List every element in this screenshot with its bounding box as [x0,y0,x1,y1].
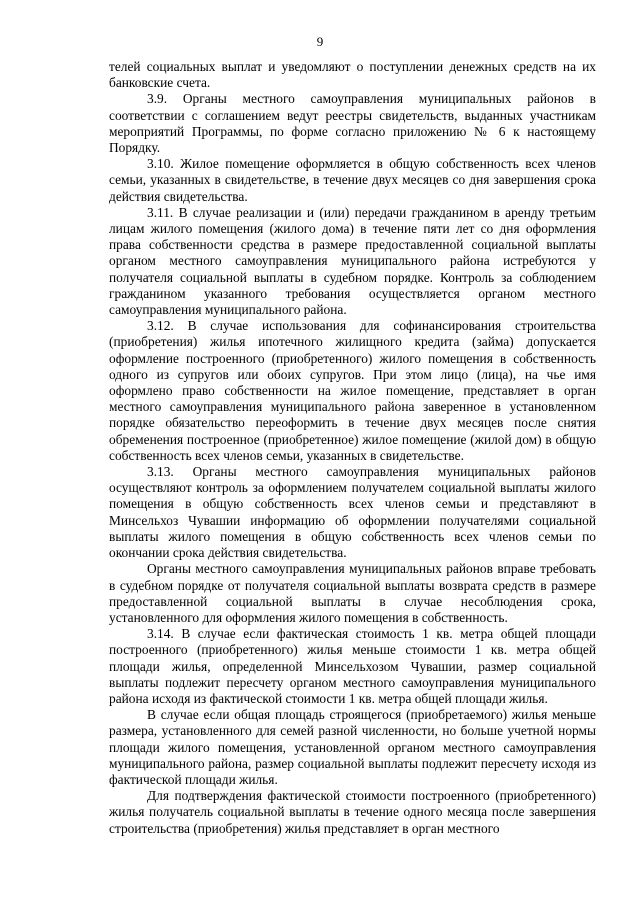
paragraph-3-14: 3.14. В случае если фактическая стоимость 1 кв. метра общей площади построенного (приобретенного) жилья меньше стоимости 1 кв. метра общей площади жилья, определенной Минсельхозом Чувашии, размер социальной выплаты подлежит пересчету органом местного самоуправления муниципального района исходя из фактической стоимости 1 кв. метра общей площади жилья. [109,626,596,706]
page-number: 9 [316,34,324,49]
paragraph-3-13: 3.13. Органы местного самоуправления муниципальных районов осуществляют контроль за оформлением получателем социальной выплаты жилого помещения в общую собственность всех членов семьи и представляют в Минсельхоз Чувашии информацию об оформлении получателями социальной выплаты жилого помещения в общую собственность всех членов семьи по окончании срока действия свидетельства. [109,464,596,561]
paragraph-3-9: 3.9. Органы местного самоуправления муниципальных районов в соответствии с соглашением ведут реестры свидетельств, выданных участникам мероприятий Программы, по форме согласно приложению № 6 к настоящему Порядку. [109,91,596,156]
paragraph-3-13-court: Органы местного самоуправления муниципальных районов вправе требовать в судебном порядке от получателя социальной выплаты возврата средств в размере предоставленной социальной выплаты в случае несоблюдения срока, установленного для оформления жилого помещения в собственность. [109,561,596,625]
paragraph-continuation: телей социальных выплат и уведомляют о поступлении денежных средств на их банковские счета. [109,59,596,91]
paragraph-3-11: 3.11. В случае реализации и (или) передачи гражданином в аренду третьим лицам жилого помещения (жилого дома) в течение пяти лет со дня оформления права собственности средства в размере предоставленной социальной выплаты органом местного самоуправления муниципального района истребуются у получателя социальной выплаты в судебном порядке. Контроль за соблюдением гражданином указанного требования осуществляется органом местного самоуправления муниципального района. [109,204,596,318]
paragraph-3-14-confirmation: Для подтверждения фактической стоимости построенного (приобретенного) жилья получатель социальной выплаты в течение одного месяца после завершения строительства (приобретения) жилья представляет в орган местного [109,788,596,836]
paragraph-3-10: 3.10. Жилое помещение оформляется в общую собственность всех членов семьи, указанных в свидетельстве, в течение двух месяцев со дня завершения срока действия свидетельства. [109,156,596,204]
document-body [109,59,596,837]
paragraph-3-12: 3.12. В случае использования для софинансирования строительства (приобретения) жилья ипотечного жилищного кредита (займа) допускается оформление построенного (приобретенного) жилого помещения в собственность одного из супругов или обоих супругов. При этом лицо (лица), на чье имя оформлено право собственности на жилое помещение, представляет в орган местного самоуправления муниципального района заверенное в установленном порядке обязательство переоформить в течение двух месяцев после снятия обременения построенное (приобретенное) жилое помещение (жилой дом) в общую собственность всех членов семьи, указанных в свидетельстве. [109,318,596,463]
paragraph-3-14-area: В случае если общая площадь строящегося (приобретаемого) жилья меньше размера, установленного для семей разной численности, но больше учетной нормы площади жилого помещения, установленной органом местного самоуправления муниципального района, размер социальной выплаты подлежит пересчету исходя из фактической площади жилья. [109,707,596,787]
